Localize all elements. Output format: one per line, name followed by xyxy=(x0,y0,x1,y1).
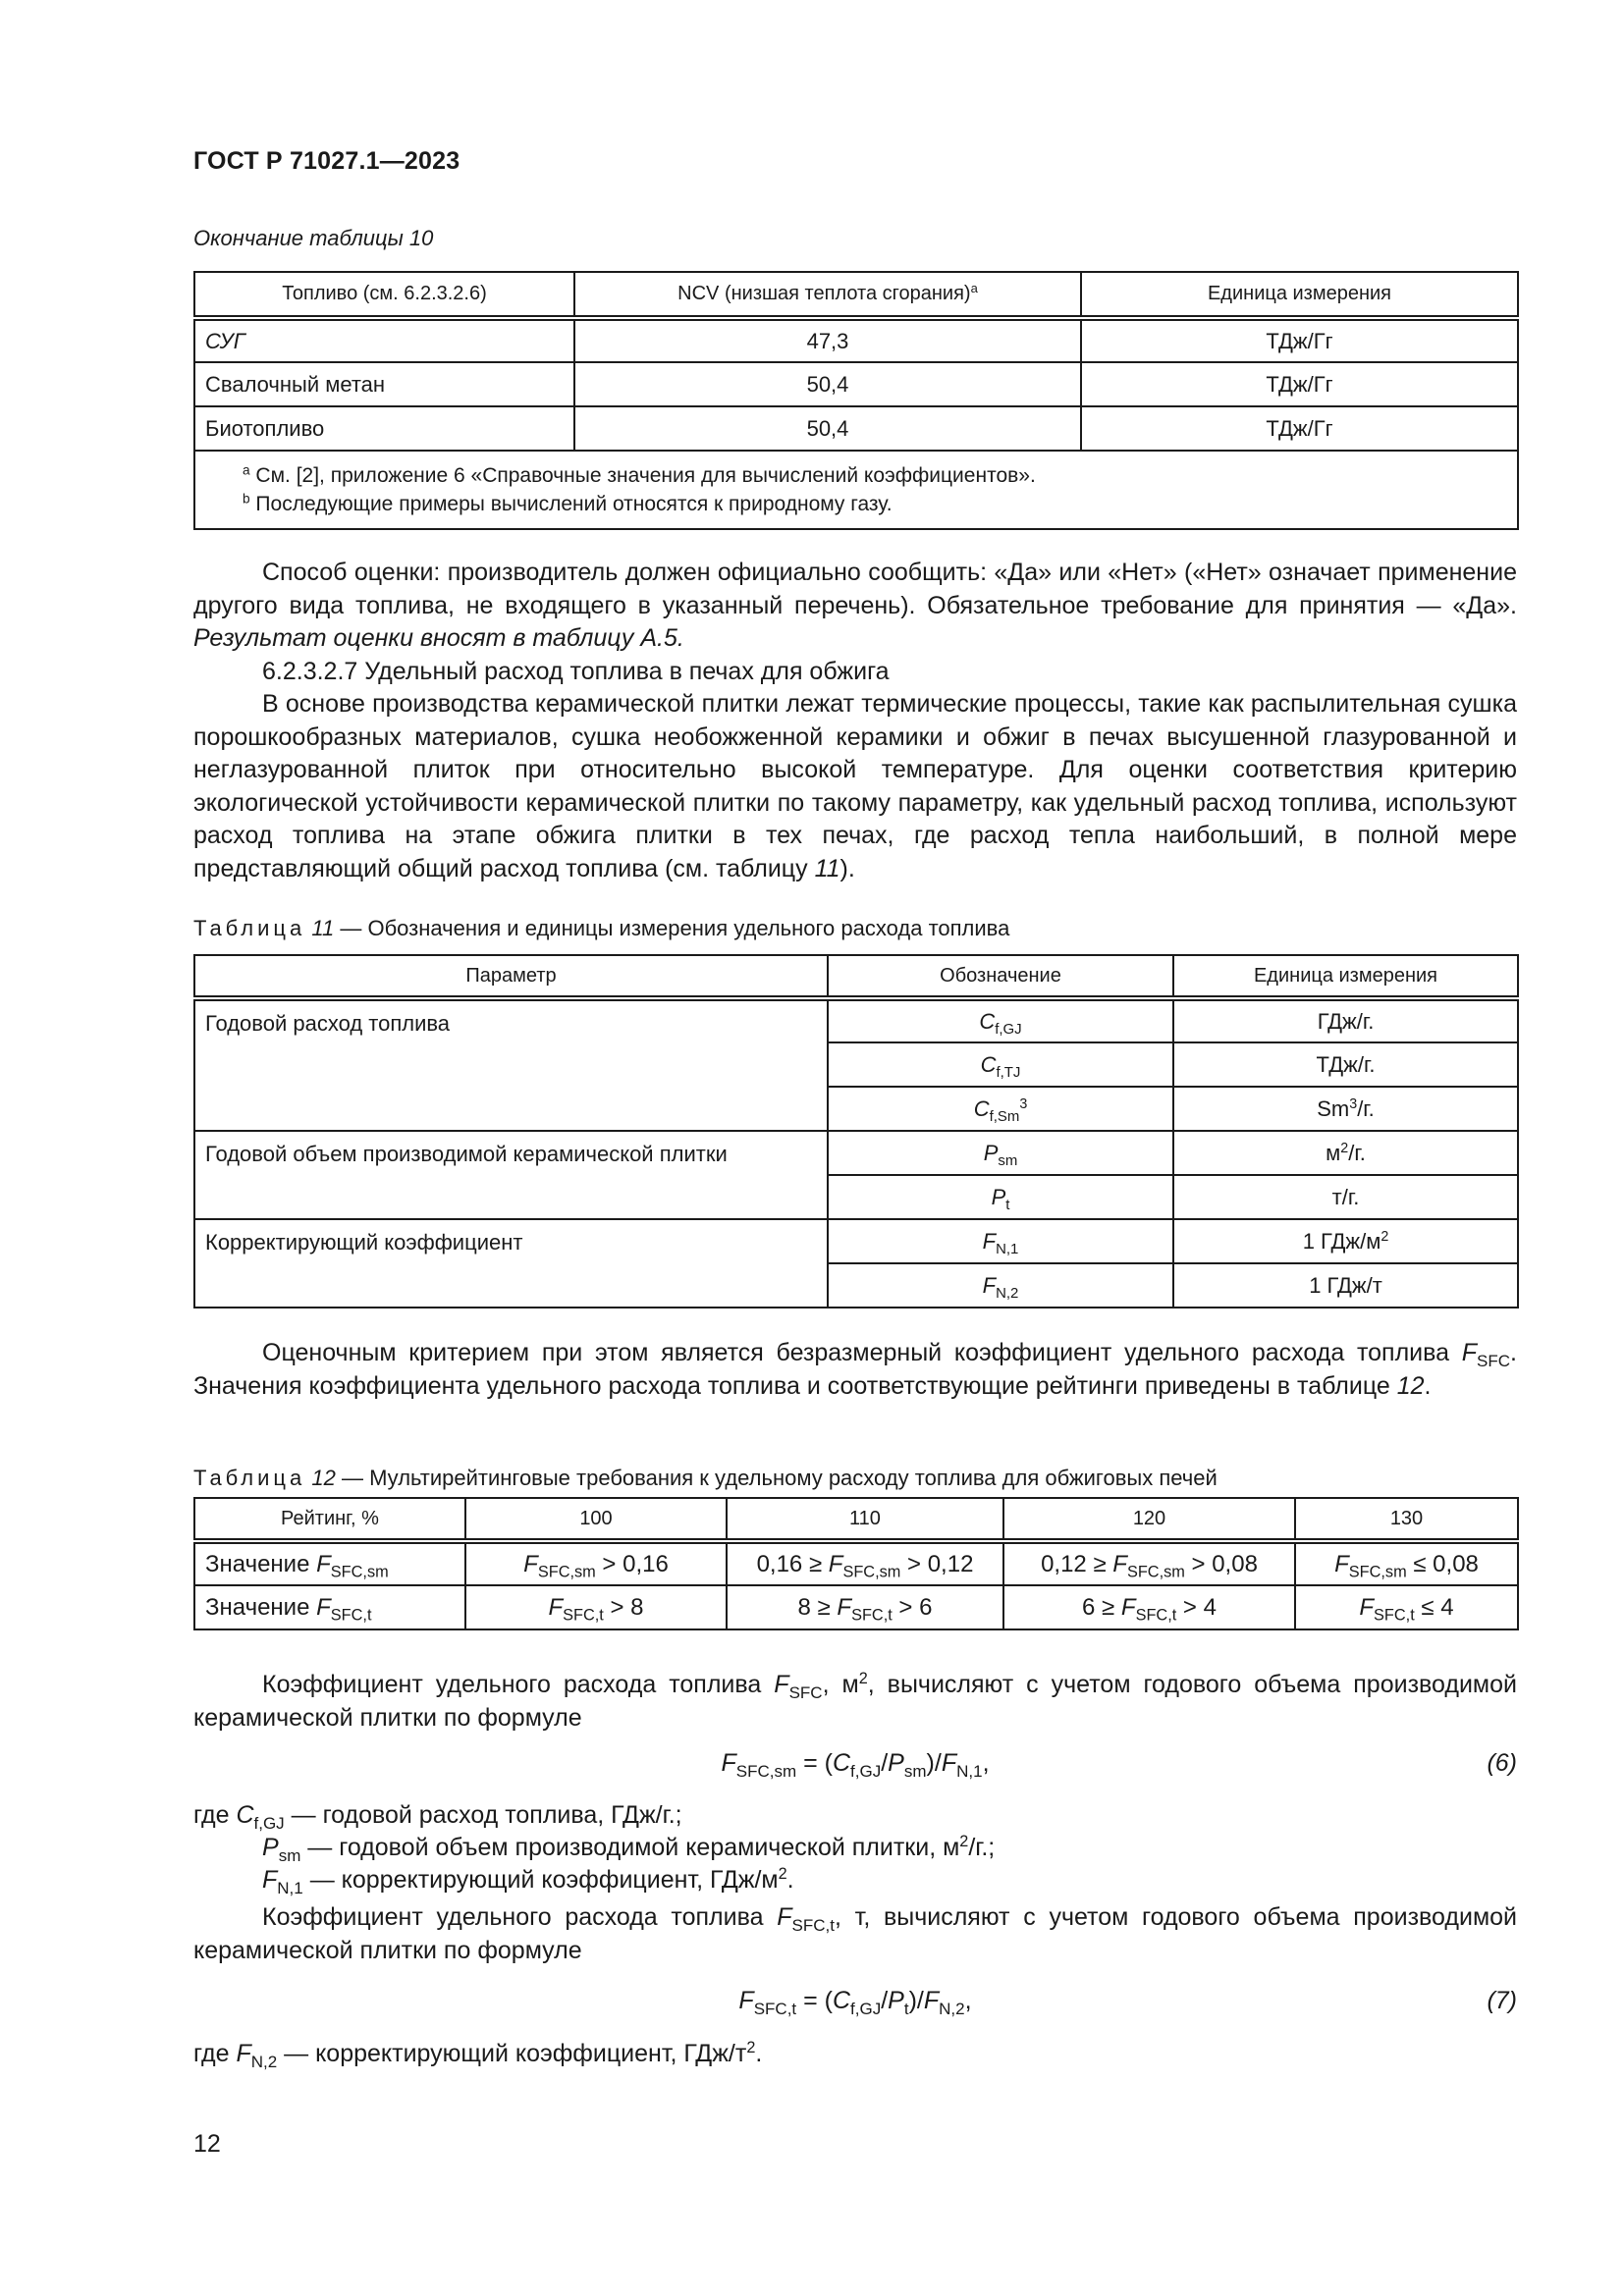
table-10 xyxy=(193,271,1519,530)
paragraph-formula7-intro: Коэффициент удельного расхода топлива $F_{SFC,t}$, т, вычисляют с учетом годового объема производимой керамической плитки по формуле xyxy=(193,1903,1518,1964)
where-7-line-1: где $F_{N,2}$ — корректирующий коэффициент, ГДж/$т^2$. xyxy=(193,2039,763,2071)
page-number: 12 xyxy=(193,2130,221,2158)
document-code: ГОСТ Р 71027.1—2023 xyxy=(193,147,460,175)
table10-header-unit: Единица измерения xyxy=(1081,272,1518,318)
table10-header-fuel: Топливо (см. 6.2.3.2.6) xyxy=(194,272,574,318)
footnote-b: $^b$ Последующие примеры вычислений относятся к природному газу. xyxy=(243,491,893,515)
unit: ТДж/г. xyxy=(1173,1042,1518,1087)
symbol: $C_{f,GJ}$ xyxy=(828,998,1173,1042)
table11-header-unit: Единица измерения xyxy=(1173,955,1518,998)
table10-header-ncv: NCV (низшая теплота сгорания)$^a$ xyxy=(574,272,1081,318)
symbol: $P_t$ xyxy=(828,1175,1173,1219)
table12-header-130: 130 xyxy=(1295,1498,1518,1541)
table-row xyxy=(194,318,1518,362)
ncv-value: 47,3 xyxy=(574,318,1081,362)
symbol: $P_{sm}$ xyxy=(828,1131,1173,1175)
where-6-line-3: $F_{N,1}$ — корректирующий коэффициент, ГДж/$м^2$. xyxy=(262,1865,794,1897)
symbol: $F_{N,2}$ xyxy=(828,1263,1173,1308)
table-row xyxy=(194,998,1518,1042)
unit: 1 ГДж/т xyxy=(1173,1263,1518,1308)
formula-6-expression: $F_{SFC,sm} = (C_{f,GJ}/P_{sm})/F_{N,1}$, xyxy=(721,1749,990,1781)
rating-cell: $8 \ge F_{SFC,t} > 6$ xyxy=(727,1585,1003,1629)
paragraph-assessment: Способ оценки: производитель должен официально сообщить: «Да» или «Нет» («Нет» означает применение другого вида топлива, не входящего в указанный перечень). Обязательное требование для принятия — «Да». Результат оценки вносят в таблицу А.5. xyxy=(193,559,1517,652)
rating-cell: $F_{SFC,sm} \le 0,08$ xyxy=(1295,1541,1518,1585)
table12-header-100: 100 xyxy=(465,1498,727,1541)
rating-cell: $F_{SFC,sm} > 0,16$ xyxy=(465,1541,727,1585)
unit: 1 ГДж/$м^2$ xyxy=(1173,1219,1518,1263)
where-6-line-2: $P_{sm}$ — годовой объем производимой керамической плитки, $м^2/г$.; xyxy=(262,1833,996,1865)
unit-value: ТДж/Гг xyxy=(1081,406,1518,451)
table-continuation-caption: Окончание таблицы 10 xyxy=(193,226,434,250)
table11-header-symbol: Обозначение xyxy=(828,955,1173,998)
paragraph-criterion: Оценочным критерием при этом является безразмерный коэффициент удельного расхода топлива $F_{SFC}$. Значения коэффициента удельного расхода топлива и соответствующие рейтинги приведены в таблице 12. xyxy=(193,1339,1517,1400)
where-6-line-1: где $C_{f,GJ}$ — годовой расход топлива, ГДж/г.; xyxy=(193,1801,682,1833)
table12-header-110: 110 xyxy=(727,1498,1003,1541)
paragraph-intro: В основе производства керамической плитки лежат термические процессы, такие как распылительная сушка порошкообразных материалов, сушка необожженной керамики и обжиг в печах высушенной глазурованной и неглазурованной плиток при относительно высокой температуре. Для оценки соответствия критерию экологической устойчивости керамической плитки по такому параметру, как удельный расход топлива, используют расход топлива на этапе обжига плитки в тех печах, где расход тепла наибольший, в полной мере представляющий общий расход топлива (см. таблицу 11). xyxy=(193,690,1517,882)
table-11-caption: Таблица 11 — Обозначения и единицы измерения удельного расхода топлива xyxy=(193,916,1010,940)
table-row xyxy=(194,406,1518,451)
table12-header-120: 120 xyxy=(1003,1498,1295,1541)
fuel-name: СУГ xyxy=(194,318,574,362)
table11-header-param: Параметр xyxy=(194,955,828,998)
symbol: $F_{N,1}$ xyxy=(828,1219,1173,1263)
rating-cell: $0,12 \ge F_{SFC,sm} > 0,08$ xyxy=(1003,1541,1295,1585)
ncv-value: 50,4 xyxy=(574,406,1081,451)
row-label: Значение $F_{SFC,t}$ xyxy=(194,1585,465,1629)
unit: т/г. xyxy=(1173,1175,1518,1219)
unit: $м^2/г$. xyxy=(1173,1131,1518,1175)
unit-value: ТДж/Гг xyxy=(1081,318,1518,362)
rating-cell: $6 \ge F_{SFC,t} > 4$ xyxy=(1003,1585,1295,1629)
formula-7-number: (7) xyxy=(1487,1987,1517,2014)
table-row xyxy=(194,1219,1518,1263)
table-11 xyxy=(193,954,1519,1308)
table-12-caption: Таблица 12 — Мультирейтинговые требования к удельному расходу топлива для обжиговых печей xyxy=(193,1466,1218,1490)
table-12 xyxy=(193,1497,1519,1630)
symbol: $C_{f,Sm}^3$ xyxy=(828,1087,1173,1131)
fuel-name: Биотопливо xyxy=(194,406,574,451)
table-row xyxy=(194,1541,1518,1585)
unit-value: ТДж/Гг xyxy=(1081,362,1518,406)
paragraph-formula6-intro: Коэффициент удельного расхода топлива $F_{SFC}$, $м^2$, вычисляют с учетом годового объема производимой керамической плитки по формуле xyxy=(193,1670,1517,1732)
symbol: $C_{f,TJ}$ xyxy=(828,1042,1173,1087)
ncv-value: 50,4 xyxy=(574,362,1081,406)
fuel-name: Свалочный метан xyxy=(194,362,574,406)
unit: Sm$^3$/г. xyxy=(1173,1087,1518,1131)
row-label: Значение $F_{SFC,sm}$ xyxy=(194,1541,465,1585)
param-name: Корректирующий коэффициент xyxy=(194,1219,828,1308)
section-heading: 6.2.3.2.7 Удельный расход топлива в печах для обжига xyxy=(262,658,890,685)
table12-header-rating: Рейтинг, % xyxy=(194,1498,465,1541)
rating-cell: $F_{SFC,t} > 8$ xyxy=(465,1585,727,1629)
param-name: Годовой объем производимой керамической плитки xyxy=(194,1131,828,1219)
rating-cell: $F_{SFC,t} \le 4$ xyxy=(1295,1585,1518,1629)
unit: ГДж/г. xyxy=(1173,998,1518,1042)
formula-7-expression: $F_{SFC,t} = (C_{f,GJ}/P_t)/F_{N,2}$, xyxy=(738,1987,972,2018)
table-row xyxy=(194,1585,1518,1629)
formula-6-number: (6) xyxy=(1487,1749,1517,1777)
param-name: Годовой расход топлива xyxy=(194,998,828,1131)
footnote-a: $^a$ См. [2], приложение 6 «Справочные значения для вычислений коэффициентов». xyxy=(243,462,1036,487)
table-row xyxy=(194,1131,1518,1175)
rating-cell: $0,16 \ge F_{SFC,sm} > 0,12$ xyxy=(727,1541,1003,1585)
table10-footnotes xyxy=(194,451,1518,529)
table-row xyxy=(194,362,1518,406)
